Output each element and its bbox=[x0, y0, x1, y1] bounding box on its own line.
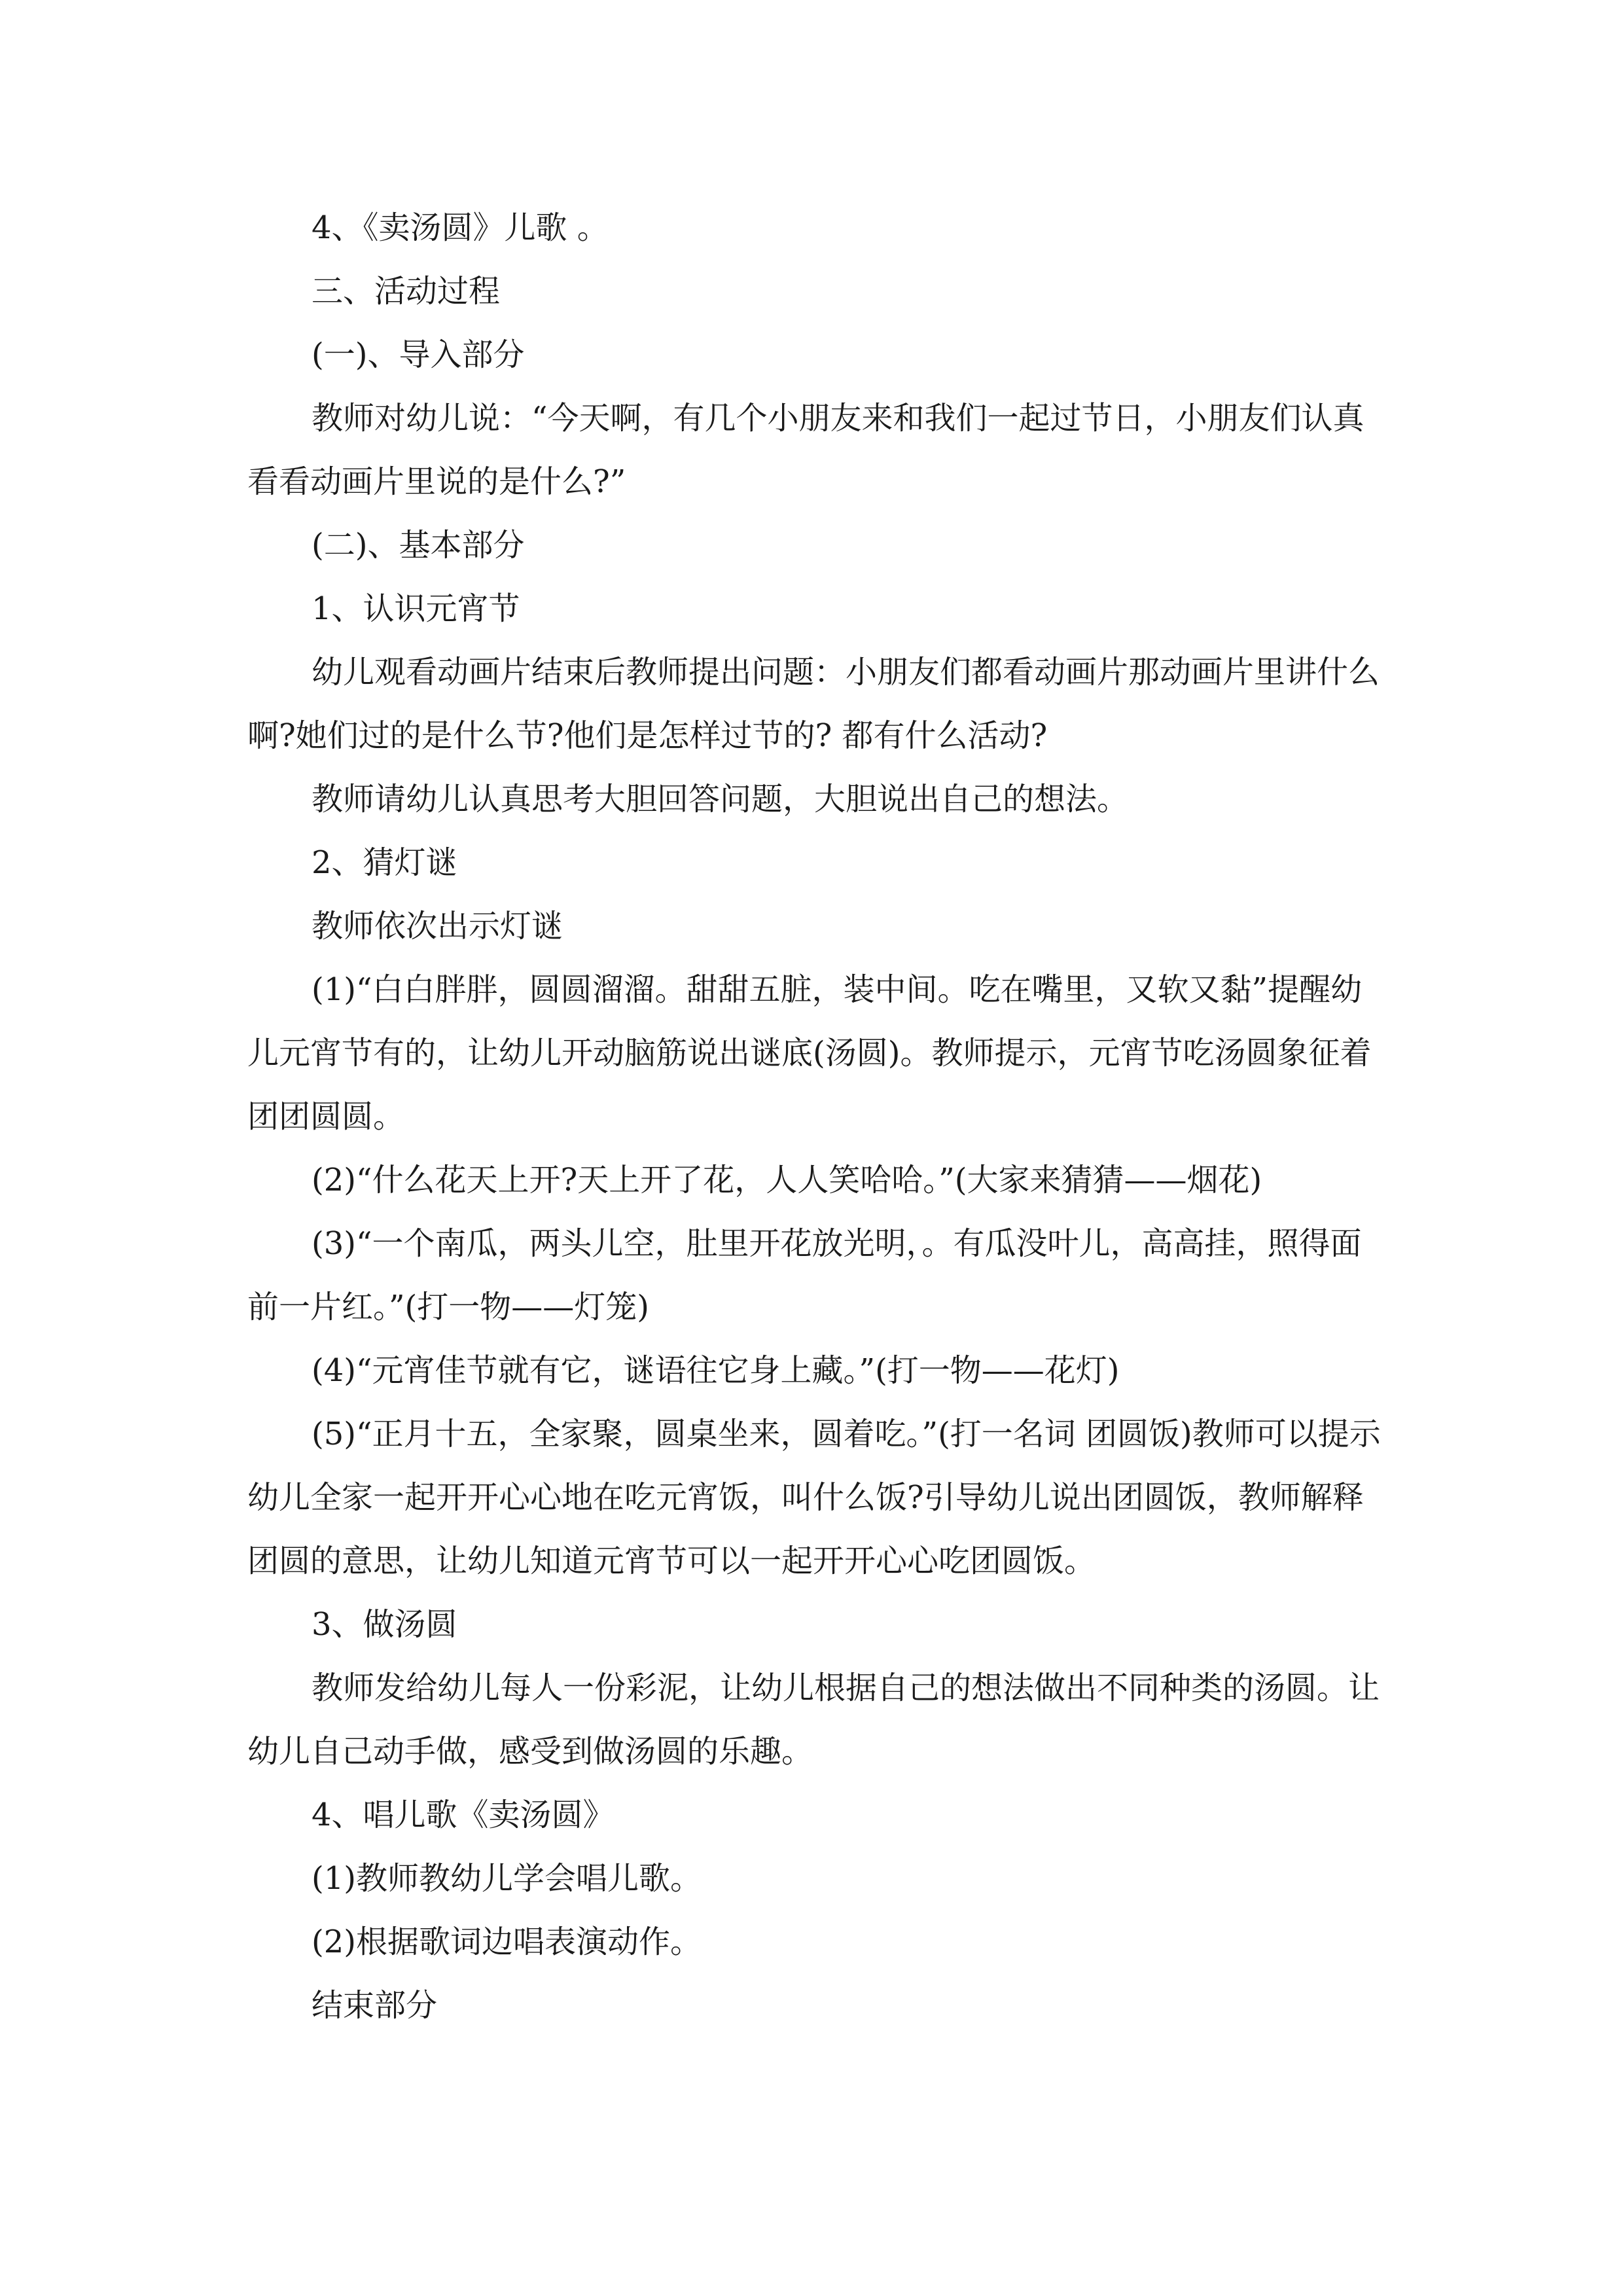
song-step-1: (1)教师教幼儿学会唱儿歌。 bbox=[312, 1860, 702, 1897]
paragraph-clay-activity: 教师发给幼儿每人一份彩泥，让幼儿根据自己的想法做出不同种类的汤圆。让幼儿自己动手做，感受到做汤圆的乐趣。 bbox=[247, 1670, 1380, 1770]
song-step-2: (2)根据歌词边唱表演动作。 bbox=[312, 1924, 702, 1960]
subheading-introduction: (一)、导入部分 bbox=[312, 336, 525, 373]
riddle-4: (4)“元宵佳节就有它，谜语往它身上藏。”(打一物——花灯) bbox=[312, 1352, 1120, 1389]
subheading-know-lantern-festival: 1、认识元宵节 bbox=[312, 590, 520, 627]
section-heading-activity-process: 三、活动过程 bbox=[312, 273, 501, 310]
subheading-guess-riddles: 2、猜灯谜 bbox=[312, 844, 457, 881]
document-body bbox=[247, 196, 1389, 2037]
paragraph-teacher-intro: 教师对幼儿说：“今天啊，有几个小朋友来和我们一起过节日，小朋友们认真看看动画片里说的是什么?” bbox=[247, 400, 1364, 500]
riddle-1: (1)“白白胖胖，圆圆溜溜。甜甜五脏，装中间。吃在嘴里，又软又黏”提醒幼儿元宵节有的，让幼儿开动脑筋说出谜底(汤圆)。教师提示，元宵节吃汤圆象征着团团圆圆。 bbox=[247, 971, 1372, 1135]
subheading-basic-part: (二)、基本部分 bbox=[312, 527, 525, 564]
subheading-sing-song: 4、唱儿歌《卖汤圆》 bbox=[312, 1797, 615, 1833]
riddle-5: (5)“正月十五，全家聚，圆桌坐来，圆着吃。”(打一名词 团圆饭)教师可以提示幼儿全家一起开开心心地在吃元宵饭，叫什么饭?引导幼儿说出团圆饭，教师解释团圆的意思，让幼儿知道元宵节可以一起开开心心吃团圆饭。 bbox=[247, 1416, 1381, 1579]
subheading-ending: 结束部分 bbox=[312, 1987, 438, 2024]
paragraph-think-answer: 教师请幼儿认真思考大胆回答问题，大胆说出自己的想法。 bbox=[312, 781, 1129, 817]
paragraph-watch-animation: 幼儿观看动画片结束后教师提出问题：小朋友们都看动画片那动画片里讲什么啊?她们过的是什么节?他们是怎样过节的? 都有什么活动? bbox=[247, 654, 1380, 754]
subheading-make-tangyuan: 3、做汤圆 bbox=[312, 1606, 457, 1643]
riddle-3: (3)“一个南瓜，两头儿空，肚里开花放光明，。有瓜没叶儿，高高挂，照得面前一片红。”(打一物——灯笼) bbox=[247, 1225, 1362, 1325]
riddle-2: (2)“什么花天上开?天上开了花，人人笑哈哈。”(大家来猜猜——烟花) bbox=[312, 1162, 1262, 1198]
paragraph-show-riddles: 教师依次出示灯谜 bbox=[312, 908, 563, 944]
list-item-song: 4、《卖汤圆》儿歌 。 bbox=[312, 209, 609, 246]
